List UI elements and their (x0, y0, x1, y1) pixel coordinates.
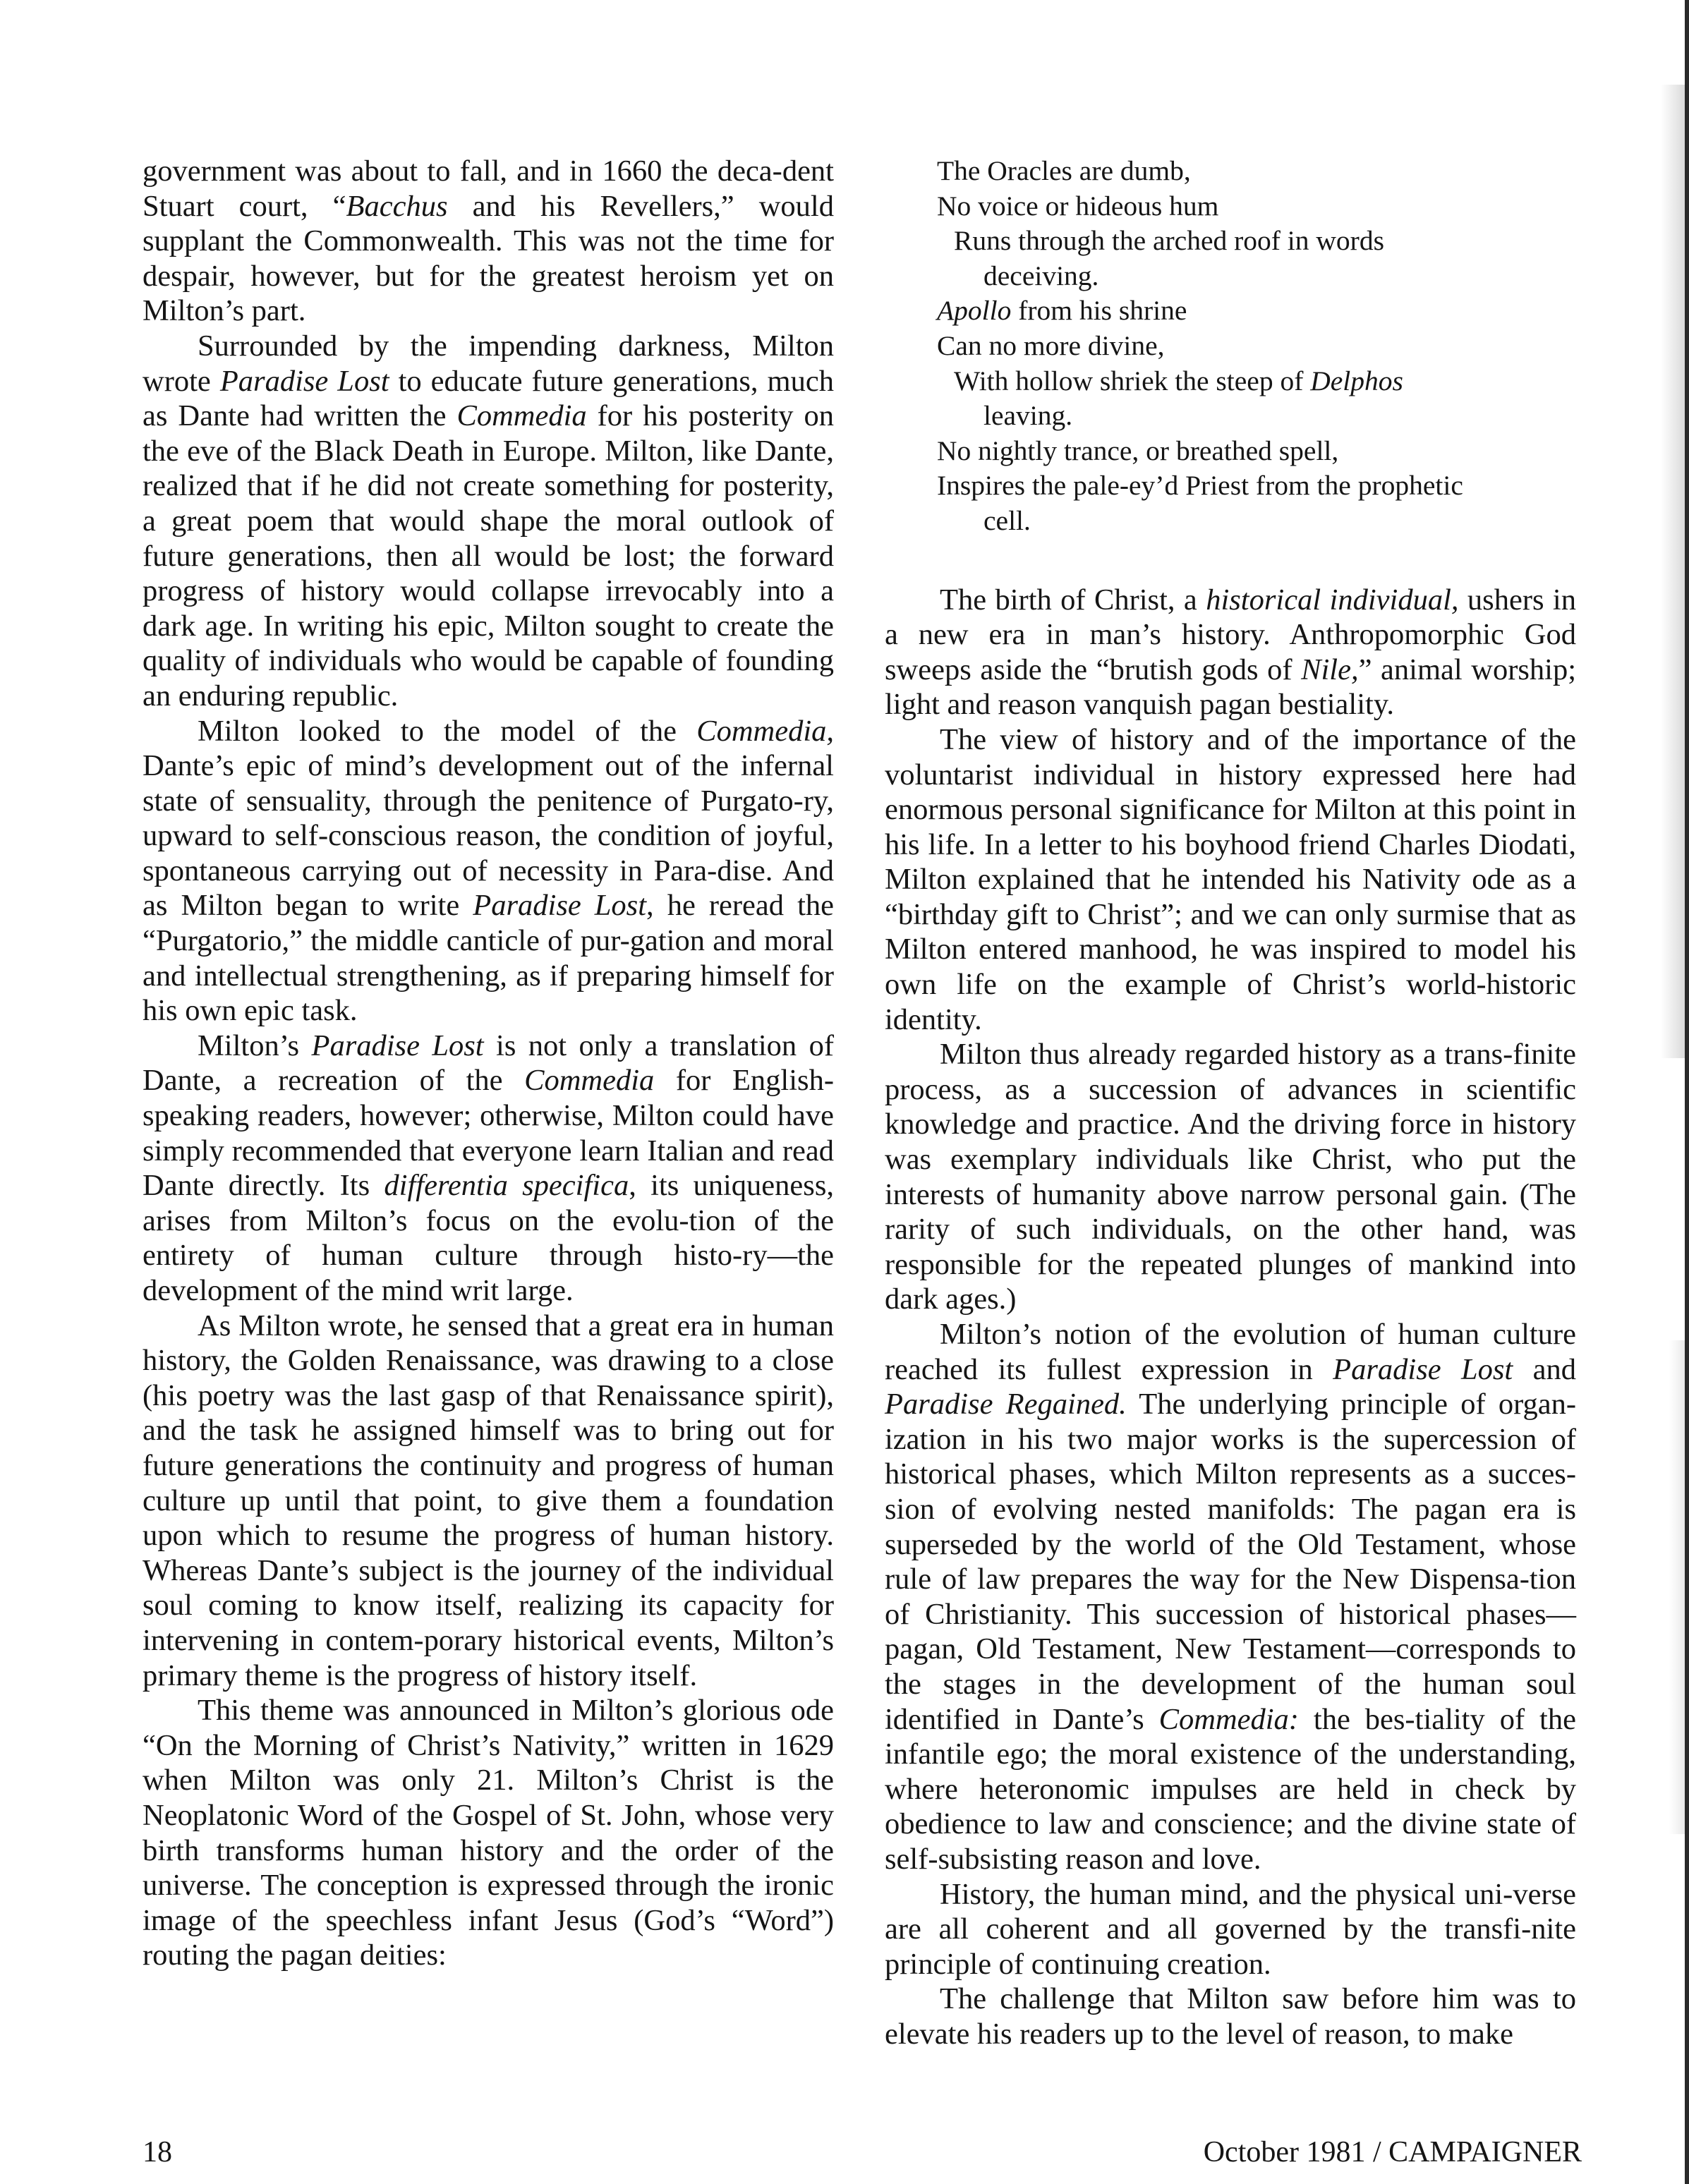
italic-run: historical individual, (1206, 583, 1459, 617)
text-run: Milton looked to the model of the (198, 714, 697, 748)
poem-line: deceiving. (983, 260, 1099, 291)
text-run: and (1513, 1352, 1576, 1386)
poem-line (937, 293, 1576, 329)
poem-line (937, 364, 1576, 399)
poem-line: No voice or hideous hum (937, 190, 1219, 222)
poem-line: Inspires the pale-ey’d Priest from the prophetic (937, 470, 1463, 502)
text-run: for his posterity on the eve of the Black Death in Europe. Milton, like Dante, realized that if he did not create something for posterity, a great poem that would shape the moral outlook of future generations, then all would be lost; the forward progress of history would collapse irrevocably into a dark age. In writing his epic, Milton sought to create the quality of individuals who would be capable of founding an enduring republic. (143, 399, 834, 712)
italic-run: Commedia (456, 399, 587, 433)
poem-line: cell. (983, 504, 1031, 536)
right-column (885, 154, 1576, 2051)
text-run: Dante’s epic of mind’s development out of the infernal state of sensuality, through the penitence of Purgato-ry, upward to self-conscious reason, the condition of joyful, spontaneous carrying out of necessity in Para-dise. And as Milton began to write (143, 749, 834, 923)
paragraph (143, 714, 834, 1029)
italic-run: Paradise Lost (473, 889, 647, 923)
italic-run: Apollo (937, 295, 1012, 327)
poem-quotation (937, 154, 1576, 539)
left-column (143, 154, 834, 1973)
italic-run: Bacchus (346, 189, 448, 223)
text-run: ushers in a new era in man’s history. Anthropomorphic God sweeps aside the “brutish gods of (885, 583, 1576, 686)
paragraph: This theme was announced in Milton’s glorious ode “On the Morning of Christ’s Nativity,” written in 1629 when Milton was only 21. Milton’s Christ is the Neoplatonic Word of the Gospel of St. John, whose very birth transforms human history and the order of the universe. The conception is expressed through the ironic image of the speechless infant Jesus (God’s “Word”) routing the pagan deities: (143, 1694, 834, 1972)
paragraph (143, 329, 834, 714)
poem-line: The Oracles are dumb, (937, 155, 1191, 186)
text-run: , its uniqueness, arises from Milton’s focus on the evolu-tion of the entirety of human culture through histo-ry—the development of the mind writ large. (143, 1169, 834, 1307)
text-run: Milton’s (198, 1029, 312, 1062)
italic-run: Nile, (1301, 653, 1359, 686)
page-edge-bar (1685, 0, 1689, 2184)
italic-run: Paradise Lost (311, 1029, 484, 1062)
text-run: , he reread the “Purgatorio,” the middle canticle of pur-gation and moral and intellectual strengthening, as if preparing himself for his own epic task. (143, 889, 834, 1028)
page-edge-shadow-lower (1669, 1340, 1685, 1834)
paragraph: History, the human mind, and the physical uni-verse are all coherent and all governed by the transfi-nite principle of continuing creation. (885, 1877, 1576, 1981)
text-run: for English-speaking readers, however; otherwise, Milton could have simply recommended that everyone learn Italian and read Dante directly. Its (143, 1064, 834, 1203)
poem-line: Runs through the arched roof in words (954, 225, 1384, 257)
paragraph (885, 1317, 1576, 1877)
italic-run: Commedia (524, 1064, 655, 1098)
italic-run: Paradise Lost (219, 364, 389, 398)
paragraph: Milton thus already regarded history as a trans-finite process, as a succession of advances in scientific knowledge and practice. And the driving force in history was exemplary individuals like Christ, who put the interests of humanity above narrow personal gain. (The rarity of such individuals, on the other hand, was responsible for the repeated plunges of mankind into dark ages.) (885, 1038, 1576, 1316)
paragraph (143, 154, 834, 329)
page-edge-shadow (1661, 85, 1685, 1058)
spacer (885, 539, 1576, 583)
paragraph (143, 1029, 834, 1309)
text-run: The underlying principle of organ-ization in his two major works is the supercession of historical phases, which Milton represents as a succes-sion of evolving nested manifolds: The pagan era is superseded by the world of the Old Testament, whose rule of law prepares the way for the New Dispensa-tion of Christianity. This succession of historical phases—pagan, Old Testament, New Testament—corresponds to the stages in the development of the human soul identified in Dante’s (885, 1388, 1576, 1736)
text-run: Surrounded by the impending darkness, Milton wrote (143, 329, 834, 398)
text-run: and his Revellers,” would supplant the Commonwealth. This was not the time for despair, however, but for the greatest heroism yet on Milton’s part. (143, 189, 834, 328)
text-run: from his shrine (1011, 295, 1187, 327)
poem-line: leaving. (983, 400, 1073, 432)
text-run: to educate future generations, much as Dante had written the (143, 364, 834, 433)
italic-run: Commedia, (696, 714, 834, 748)
italic-run: Paradise Regained. (885, 1388, 1127, 1421)
paragraph: The challenge that Milton saw before him was to elevate his readers up to the level of reason, to make (885, 1982, 1576, 2051)
text-run: The birth of Christ, a (940, 583, 1206, 617)
paragraph: The view of history and of the importance of the voluntarist individual in history expressed here had enormous personal significance for Milton at this point in his life. In a letter to his boyhood friend Charles Diodati, Milton explained that he intended his Nativity ode as a “birthday gift to Christ”; and we can only surmise that as Milton entered manhood, he was inspired to model his own life on the example of Christ’s world-historic identity. (885, 722, 1576, 1036)
italic-run: Commedia: (1158, 1702, 1299, 1736)
text-run: Milton’s notion of the evolution of human culture reached its fullest expression in (885, 1318, 1576, 1386)
italic-run: differentia specifica (384, 1169, 629, 1203)
italic-run: Paradise Lost (1333, 1352, 1513, 1386)
text-run: With hollow shriek the steep of (954, 365, 1311, 396)
paragraph (885, 583, 1576, 722)
text-run: government was about to fall, and in 1660 the deca-dent Stuart court, “ (143, 154, 834, 223)
text-run: is not only a translation of Dante, a recreation of the (143, 1029, 834, 1098)
publication-footer: October 1981 / CAMPAIGNER (1203, 2136, 1582, 2168)
text-run: ” animal worship; light and reason vanquish pagan bestiality. (885, 653, 1577, 722)
text-run: the bes-tiality of the infantile ego; the moral existence of the understanding, where heteronomic impulses are held in check by obedience to law and conscience; and the divine state of self-subsisting reason and love. (885, 1702, 1576, 1876)
paragraph: As Milton wrote, he sensed that a great era in human history, the Golden Renaissance, was drawing to a close (his poetry was the last gasp of that Renaissance spirit), and the task he assigned himself was to bring out for future generations the continuity and progress of human culture up until that point, to give them a foundation upon which to resume the progress of human history. Whereas Dante’s subject is the journey of the individual soul coming to know itself, realizing its capacity for intervening in contem-porary historical events, Milton’s primary theme is the progress of history itself. (143, 1309, 834, 1692)
poem-line: No nightly trance, or breathed spell, (937, 435, 1339, 466)
poem-line: Can no more divine, (937, 329, 1165, 361)
page-number: 18 (143, 2136, 172, 2168)
italic-run: Delphos (1310, 365, 1403, 396)
